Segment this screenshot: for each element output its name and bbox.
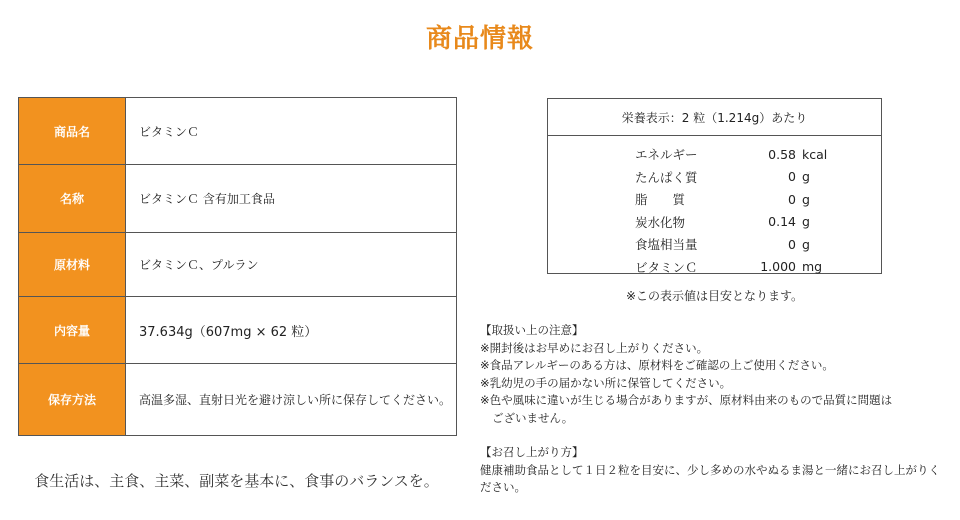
nutrition-row (548, 233, 881, 256)
info-row-ingredients (19, 233, 456, 297)
nutrient-unit: mg (802, 259, 823, 275)
nutrient-value: 0.14 (768, 214, 796, 230)
nutrition-row (548, 166, 881, 189)
info-value: ビタミンＣ (139, 124, 200, 139)
nutrition-row (548, 188, 881, 211)
handling-item: ※乳幼児の手の届かない所に保管してください。 (480, 375, 732, 390)
nutrient-name: ビタミンＣ (635, 259, 698, 275)
info-label: 名称 (19, 165, 126, 232)
nutrition-note: ※この表示値は目安となります。 (625, 289, 804, 303)
nutrition-row (548, 143, 881, 166)
info-label: 保存方法 (19, 364, 126, 435)
info-row-product-name (19, 98, 456, 165)
handling-item: ※開封後はお早めにお召し上がりください。 (480, 340, 709, 355)
nutrient-value: 0 (788, 169, 796, 185)
slogan: 食生活は、主食、主菜、副菜を基本に、食事のバランスを。 (34, 472, 439, 490)
handling-item-continuation: ございません。 (492, 410, 574, 425)
handling-heading: 【取扱い上の注意】 (480, 323, 584, 337)
info-label: 内容量 (19, 297, 126, 363)
directions-text: 健康補助食品として１日２粒を目安に、少し多めの水やぬるま湯と一緒にお召し上がりください。 (480, 462, 940, 494)
nutrient-value: 1.000 (760, 259, 796, 275)
nutrient-value: 0 (788, 236, 796, 252)
info-row-storage (19, 364, 456, 435)
nutrient-unit: g (802, 236, 810, 252)
nutrient-value: 0 (788, 191, 796, 207)
notes-section (480, 322, 950, 497)
page-title: 商品情報 (425, 24, 534, 54)
info-row-contents (19, 297, 456, 364)
nutrition-header: 栄養表示：2 粒（1.214g）あたり (548, 99, 881, 136)
nutrient-value: 0.58 (768, 146, 796, 162)
info-value: ビタミンＣ、プルラン (139, 258, 259, 272)
handling-item: ※色や風味に違いが生じる場合がありますが、原材料由来のもので品質に問題は (480, 393, 893, 407)
info-label: 原材料 (19, 233, 126, 296)
info-value: 37.634g（607mg × 62 粒） (139, 324, 318, 340)
handling-item: ※食品アレルギーのある方は、原材料をご確認の上ご使用ください。 (480, 358, 834, 372)
nutrition-rows (548, 136, 881, 278)
info-row-name (19, 165, 456, 233)
product-info-table (18, 97, 457, 436)
nutrient-unit: g (802, 169, 810, 185)
nutrient-name: エネルギー (635, 147, 698, 163)
nutrition-row (548, 211, 881, 234)
nutrient-name: 食塩相当量 (635, 237, 698, 253)
nutrient-unit: kcal (802, 146, 828, 162)
info-value: ビタミンＣ 含有加工食品 (139, 192, 275, 206)
nutrition-table (547, 98, 882, 274)
nutrition-row (548, 256, 881, 279)
info-label: 商品名 (19, 98, 126, 164)
nutrient-name: 脂 質 (635, 192, 686, 208)
nutrient-unit: g (802, 214, 810, 230)
directions-heading: 【お召し上がり方】 (480, 445, 584, 459)
nutrient-unit: g (802, 191, 810, 207)
info-value: 高温多湿、直射日光を避け涼しい所に保存してください。 (139, 393, 452, 407)
nutrient-name: たんぱく質 (635, 169, 698, 185)
nutrient-name: 炭水化物 (635, 214, 686, 230)
